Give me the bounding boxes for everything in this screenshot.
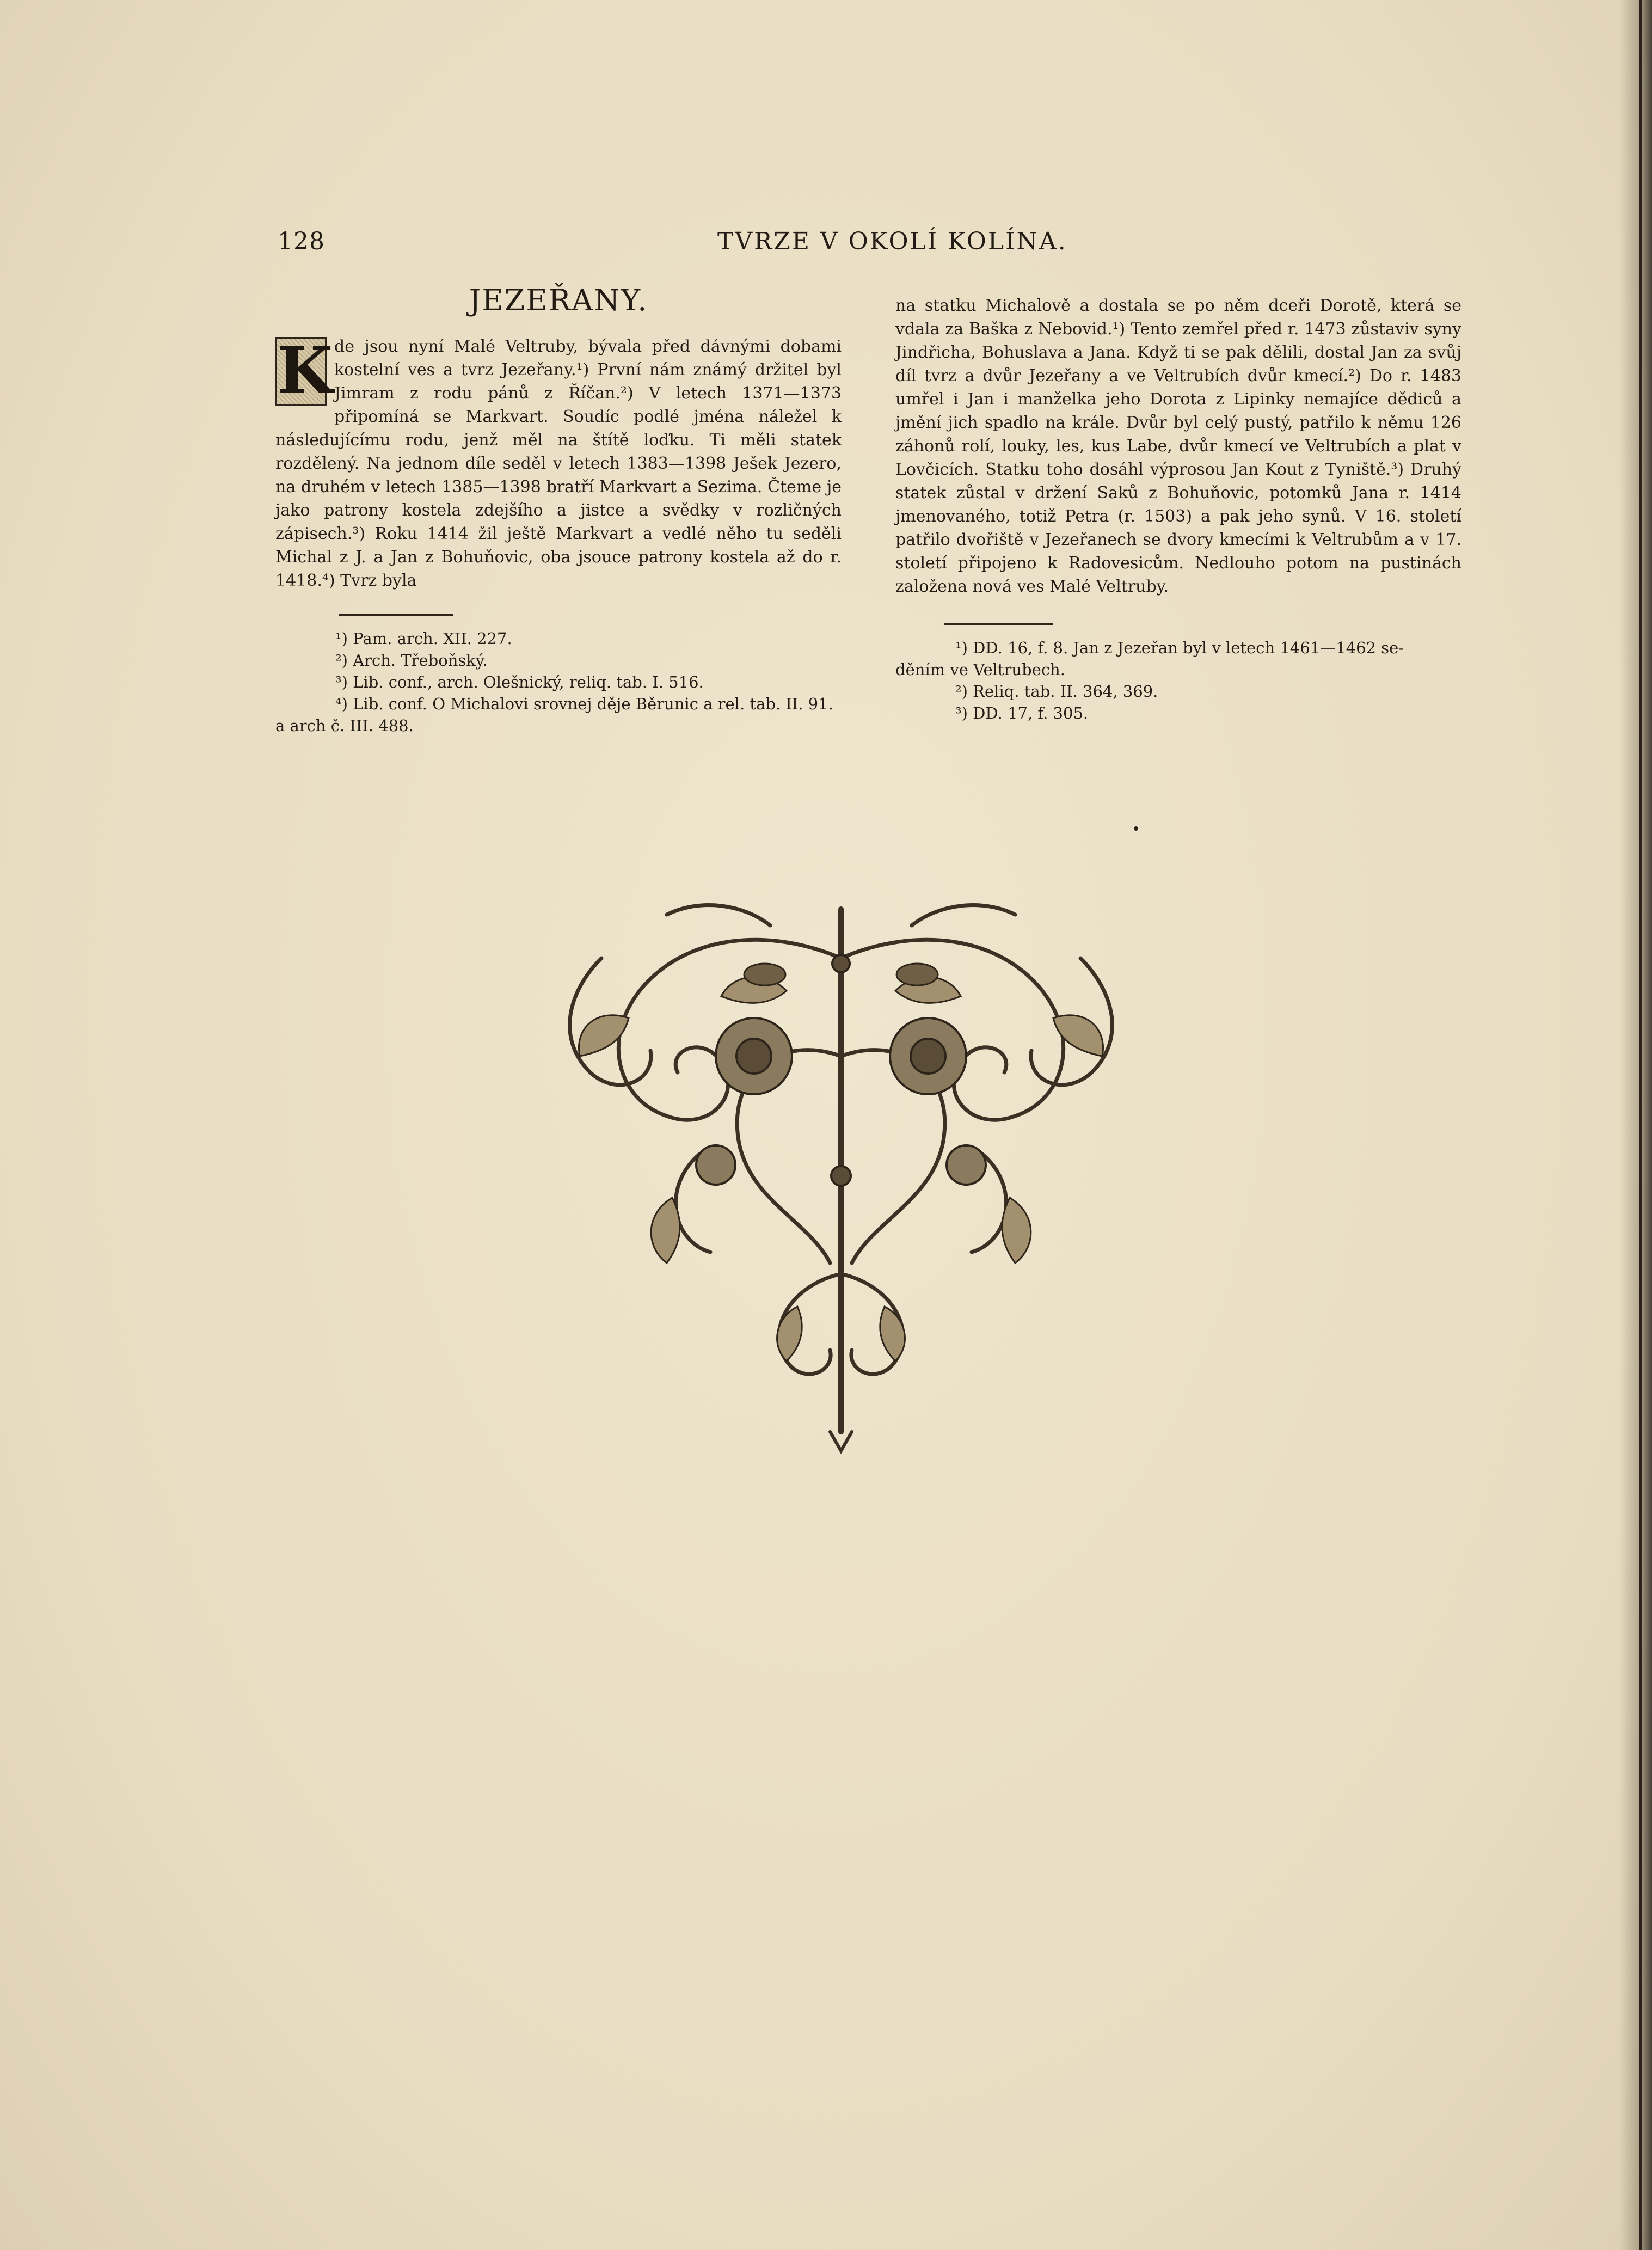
running-title: TVRZE V OKOLÍ KOLÍNA. [717,228,1067,255]
page-number: 128 [278,228,325,255]
ink-speck [1134,826,1138,831]
page-edge-line [1639,0,1642,2250]
footnote: ¹) Pam. arch. XII. 227. [335,629,512,648]
footnote-continuation: děním ve Veltrubech. [895,660,1065,679]
floral-ironwork-ornament-icon [536,893,1146,1454]
footnote: ¹) DD. 16, f. 8. Jan z Jezeřan byl v letech 1461—1462 se- [955,639,1404,657]
footnote: ³) Lib. conf., arch. Olešnický, reliq. tab. I. 516. [335,673,704,691]
footnote: ²) Reliq. tab. II. 364, 369. [955,682,1158,701]
footnote-rule [339,614,453,616]
opening-paragraph-wrap [275,335,842,592]
left-paragraph: de jsou nyní Malé Veltruby, bývala před dávnými dobami kostelní ves a tvrz Jezeřany.¹) První nám známý držitel byl Jimram z rodu pánů z Říčan.²) V letech 1371—1373 připomíná se Markvart. Soudíc podlé jména náležel k následujícímu rodu, jenž měl na štítě loďku. Ti měli statek rozdělený. Na jednom díle seděl v letech 1383—1398 Ješek Jezero, na druhém v letech 1385—1398 bratří Markvart a Sezima. Čteme je jako patrony kostela zdejšího a jistce a svědky v rozličných zápisech.³) Roku 1414 žil ještě Markvart a vedlé něho tu seděli Michal z J. a Jan z Bohuňovic, oba jsouce patrony kostela až do r. 1418.⁴) Tvrz byla [275,337,842,590]
left-footnotes [275,628,842,737]
footnote: ⁴) Lib. conf. O Michalovi srovnej děje Běrunic a rel. tab. II. 91. [335,695,833,713]
footnote: ²) Arch. Třeboňský. [335,651,488,670]
right-footnotes [895,637,1461,724]
footnote-continuation: a arch č. III. 488. [275,716,414,735]
left-column [275,283,842,737]
drop-cap: K [275,337,327,406]
page-edge-shadow [1619,0,1652,2250]
right-paragraph: na statku Michalově a dostala se po něm dceři Dorotě, která se vdala za Baška z Nebovid.¹) Tento zemřel před r. 1473 zůstaviv syny Jindřicha, Bohuslava a Jana. Když ti se pak dělili, dostal Jan za svůj díl tvrz a dvůr Jezeřany a ve Veltrubích dvůr kmecí.²) Do r. 1483 umřel i Jan i manželka jeho Dorota z Lipinky nemajíce dědiců a jmění jich spadlo na krále. Dvůr byl celý pustý, patřilo k němu 126 záhonů rolí, louky, les, kus Labe, dvůr kmecí ve Veltrubích a plat v Lovčicích. Statku toho dosáhl výprosou Jan Kout z Tyniště.³) Druhý statek zůstal v držení Saků z Bohuňovic, potomků Jana r. 1414 jmenovaného, totiž Petra (r. 1503) a pak jeho synů. V 16. století patřilo dvořiště v Jezeřanech se dvory kmecími k Veltrubům a v 17. století připojeno k Radovesicům. Nedlouho potom na pustinách založena nová ves Malé Veltruby. [895,296,1461,596]
footnote-rule [944,623,1053,625]
section-title: JEZEŘANY. [469,283,648,317]
footnote: ³) DD. 17, f. 305. [955,704,1089,722]
right-column [895,294,1461,724]
